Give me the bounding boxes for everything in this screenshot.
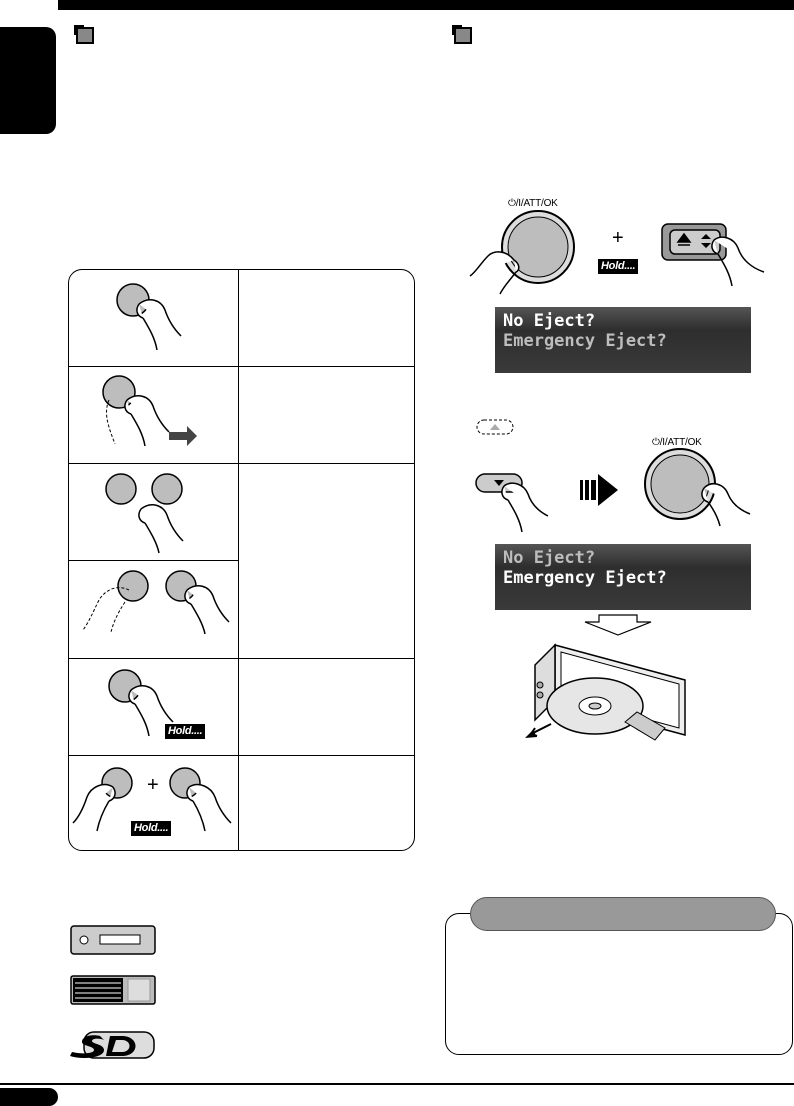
slide-finger-illustration: [69, 366, 238, 463]
control-knob-press-illustration: [644, 448, 754, 528]
display-line-no-eject: No Eject?: [503, 311, 596, 331]
note-header-bar: [470, 897, 776, 931]
two-buttons-illustration: [69, 463, 238, 560]
next-step-arrow-icon: [580, 470, 620, 510]
knob-label: ⏻/I/ATT/OK: [652, 437, 702, 448]
bottom-rule: [0, 1083, 794, 1085]
section-marker-left: [76, 27, 94, 44]
display-line-emergency-eject: Emergency Eject?: [503, 331, 667, 351]
disc-eject-illustration: [525, 640, 695, 750]
knob-label: ⏻/I/ATT/OK: [508, 198, 558, 209]
display-line-no-eject: No Eject?: [503, 548, 596, 568]
two-buttons-hold-illustration: [69, 755, 238, 851]
language-tab: [0, 27, 56, 134]
move-between-buttons-illustration: [69, 560, 238, 658]
top-rule: [58, 0, 794, 10]
hold-button-illustration: [69, 658, 238, 755]
note-box: [445, 913, 793, 1055]
down-arrow-icon: [583, 614, 653, 636]
button-operation-table: [68, 269, 415, 851]
control-knob-press-illustration: [470, 210, 585, 295]
up-button-outline-icon: [476, 418, 516, 438]
table-column-divider: [238, 270, 239, 850]
lcd-display-step1: [495, 307, 751, 373]
eject-button-press-illustration: [660, 222, 775, 292]
hold-label: Hold....: [598, 259, 638, 274]
press-button-illustration: [69, 270, 238, 366]
down-button-press-illustration: [474, 472, 554, 540]
lcd-display-step2: [495, 544, 751, 610]
section-marker-right: [454, 27, 472, 44]
receiver-icon: [70, 925, 156, 955]
cd-icon: [70, 975, 156, 1005]
plus-sign: +: [147, 774, 159, 796]
display-line-emergency-eject: Emergency Eject?: [503, 568, 667, 588]
plus-sign: +: [612, 227, 624, 249]
hold-label: Hold....: [131, 821, 171, 836]
page-number-tab: [0, 1088, 58, 1106]
hold-label: Hold....: [165, 724, 205, 739]
sd-logo-icon: [70, 1030, 156, 1060]
